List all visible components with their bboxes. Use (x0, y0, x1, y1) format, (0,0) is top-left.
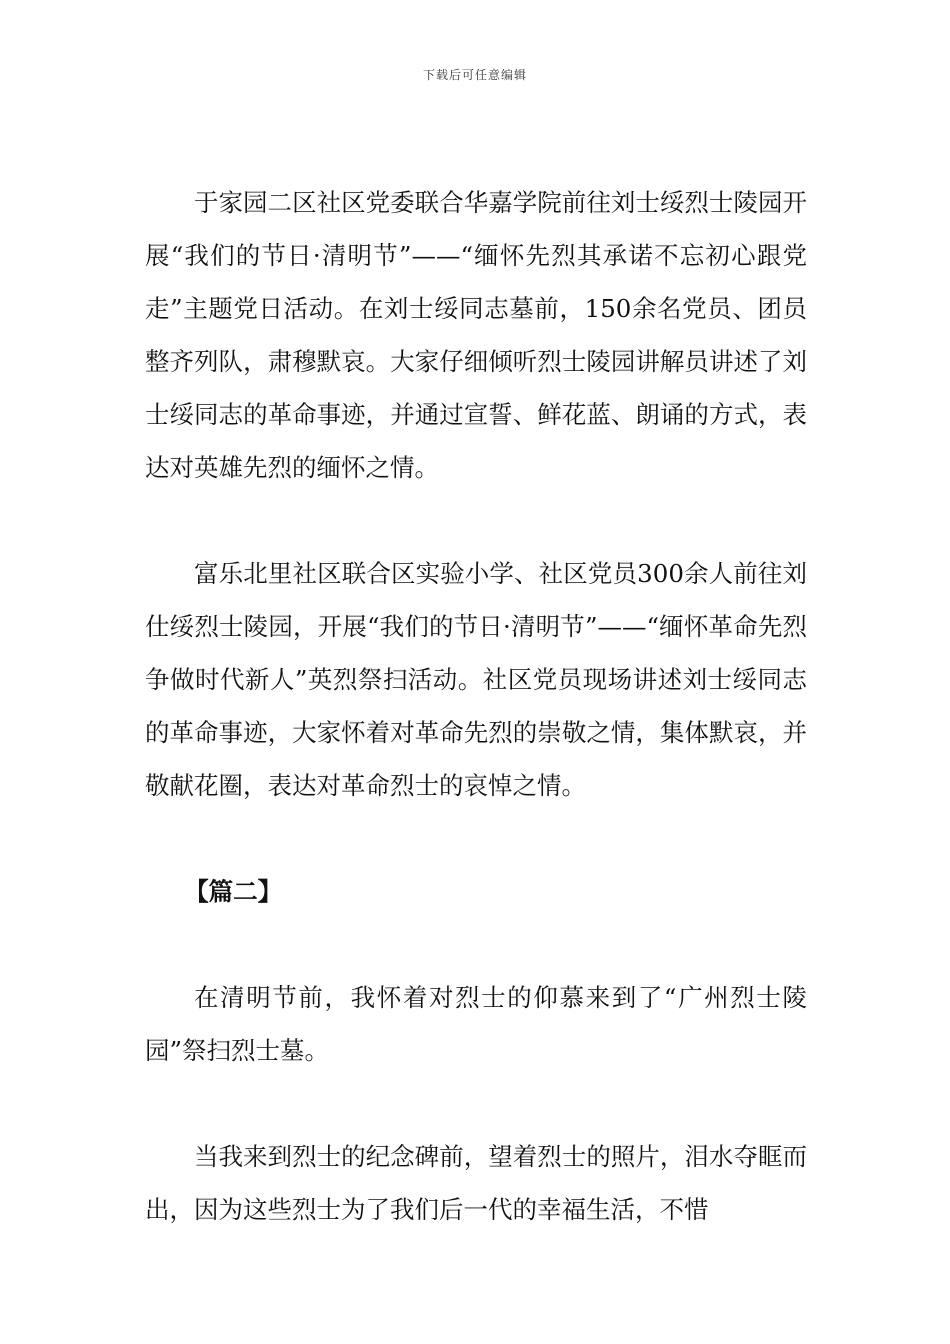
paragraph-1: 于家园二区社区党委联合华嘉学院前往刘士绥烈士陵园开展“我们的节日·清明节”——“缅怀先烈其承诺不忘初心跟党走”主题党日活动。在刘士绥同志墓前，150余名党员、团员整齐列队，肃穆默哀。大家仔细倾听烈士陵园讲解员讲述了刘士绥同志的革命事迹，并通过宣誓、鲜花蓝、朗诵的方式，表达对英雄先烈的缅怀之情。 (145, 188, 807, 482)
section-heading: 【篇二】 (184, 877, 283, 906)
paragraph-spacer (145, 812, 807, 865)
page-header: 下载后可任意编辑 (422, 68, 527, 82)
paragraph-3: 在清明节前，我怀着对烈士的仰慕来到了“广州烈士陵园”祭扫烈士墓。 (145, 983, 807, 1065)
document-body (145, 176, 807, 1236)
paragraph-spacer (145, 1077, 807, 1130)
paragraph-2: 富乐北里社区联合区实验小学、社区党员300余人前往刘仕绥烈士陵园，开展“我们的节日·清明节”——“缅怀革命先烈争做时代新人”英烈祭扫活动。社区党员现场讲述刘士绥同志的革命事迹，大家怀着对革命先烈的崇敬之情，集体默哀，并敬献花圈，表达对革命烈士的哀悼之情。 (145, 559, 807, 800)
paragraph-4: 当我来到烈士的纪念碑前，望着烈士的照片，泪水夺眶而出，因为这些烈士为了我们后一代的幸福生活，不惜 (145, 1142, 807, 1224)
paragraph-spacer (145, 494, 807, 547)
paragraph-spacer (145, 918, 807, 971)
